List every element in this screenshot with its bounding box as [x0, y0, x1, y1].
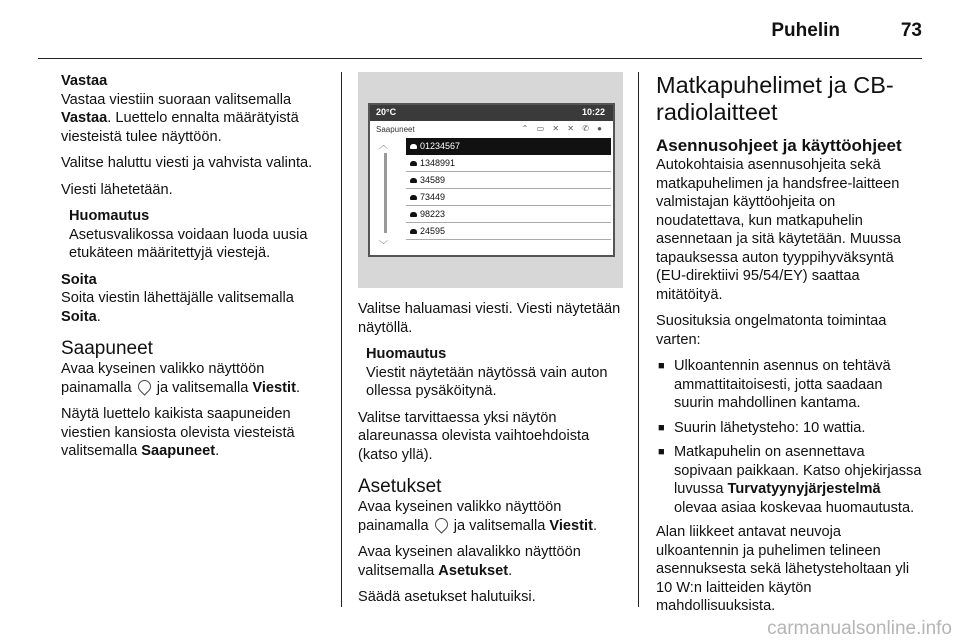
message-icon [410, 178, 417, 183]
inbox-screenshot [358, 72, 623, 288]
list-item-label: 24595 [420, 226, 446, 236]
asetukset-term: Asetukset [438, 562, 509, 579]
message-icon [410, 212, 417, 217]
text: . [295, 379, 301, 396]
note-text: Asetusvalikossa voidaan luoda uusia etukäteen määritettyjä viestejä. [69, 226, 308, 261]
scroll-up-icon: ︿ [379, 140, 389, 150]
list-item-label: 98223 [420, 209, 446, 219]
status-icons: ⌃ ▭ ✕ ✕ ✆ ● [521, 124, 605, 133]
asetukset-paragraph [358, 498, 626, 535]
list-item-label: 01234567 [420, 141, 461, 151]
text: Näytä luettelo kaikista saapuneiden viestien kansiosta olevista viesteistä valitsemalla [61, 406, 295, 459]
list-item-label: 73449 [420, 192, 446, 202]
column-2 [358, 300, 626, 615]
phone-icon [135, 377, 153, 395]
note-title: Huomautus [366, 346, 447, 362]
text: Avaa kyseinen alavalikko näyttöön valitsemalla [358, 544, 581, 579]
list-item[interactable] [406, 155, 611, 172]
viestit-term: Viestit [252, 379, 296, 396]
infotainment-screen [368, 103, 615, 257]
saapuneet-term: Saapuneet [141, 443, 216, 459]
text: Matkapuhelin on asennettava sopivaan paikkaan. Katso ohjekirjassa luvussa [674, 444, 922, 497]
watermark: carmanualsonline.info [767, 618, 952, 639]
text: Avaa kyseinen valikko näyttöön painamalla [61, 361, 265, 396]
soita-heading: Soita [61, 271, 97, 288]
paragraph-2: Suosituksia ongelmatonta toimintaa varten: [656, 313, 887, 348]
vastaa-heading: Vastaa [61, 73, 108, 89]
list-item-label: 34589 [420, 175, 446, 185]
message-icon [410, 144, 417, 149]
page-title: Puhelin [771, 20, 840, 41]
asetukset-heading: Asetukset [358, 476, 442, 497]
text: . [215, 443, 220, 459]
text: . [592, 517, 598, 534]
scrollbar [384, 153, 387, 233]
select-paragraph: Valitse haluttu viesti ja vahvista valinta. [61, 155, 313, 171]
vastaa-paragraph [61, 91, 329, 147]
text: ja valitsemalla [152, 379, 253, 396]
recommendation-list [656, 357, 924, 517]
page-number: 73 [900, 20, 922, 41]
vastaa-term: Vastaa [61, 110, 108, 126]
options-paragraph: Valitse tarvittaessa yksi näytön alareunassa olevista vaihtoehdoista (katso yllä). [358, 409, 590, 463]
clock-readout: 10:22 [581, 107, 605, 117]
list-item[interactable] [406, 189, 611, 206]
saapuneet-heading: Saapuneet [61, 338, 153, 359]
airbag-term: Turvatyynyjärjestelmä [727, 481, 881, 497]
paragraph-1: Autokohtaisia asennusohjeita sekä matkapuhelimen ja handsfree-laitteen valmistajan käyttöohjeita on noudatettava, kun matkapuhelin asennetaan ja sitä käytetään. Muussa tapauksessa auton tyyppihyväksyntä (EU-direktiivi 95/54/EY) saattaa mitätöityä. [656, 157, 902, 303]
text: olevaa asiaa koskevaa huomautusta. [674, 499, 915, 516]
list-item[interactable] [406, 138, 611, 155]
text: Soita viestin lähettäjälle valitsemalla [61, 290, 294, 306]
page-header [0, 0, 960, 62]
column-3 [656, 72, 924, 624]
column-divider-2 [638, 72, 639, 607]
screen-title: Saapuneet [376, 125, 415, 134]
sent-paragraph: Viesti lähetetään. [61, 181, 173, 198]
show-paragraph [61, 405, 329, 461]
note-box [61, 207, 329, 263]
text: . [508, 562, 513, 579]
section-heading: Matkapuhelimet ja CB-radiolaitteet [656, 72, 894, 125]
list-item[interactable] [406, 206, 611, 223]
note-title: Huomautus [69, 208, 150, 224]
list-item[interactable] [406, 223, 611, 240]
text: . Luettelo ennalta määrätyistä viesteistä tulee näyttöön. [61, 110, 299, 145]
viestit-term: Viestit [549, 517, 593, 534]
message-icon [410, 229, 417, 234]
scroll-down-icon: ﹀ [379, 240, 389, 250]
note-text: Viestit näytetään näytössä vain auton ollessa pysäköitynä. [366, 364, 608, 399]
list-item: ■ Suurin lähetysteho: 10 wattia. [656, 419, 924, 438]
phone-icon [432, 515, 450, 533]
list-item[interactable] [406, 172, 611, 189]
temperature-readout: 20°C [376, 107, 397, 117]
list-item: ■ Ulkoantennin asennus on tehtävä ammattitaitoisesti, jotta saadaan suurin mahdollinen kantama. [656, 357, 924, 413]
screen-status-bar [370, 105, 613, 121]
note-box [358, 345, 626, 401]
paragraph-3: Alan liikkeet antavat neuvoja ulkoantennin ja puhelimen telineen asennuksesta sekä lähetysteholtaan yli 10 W:n laitteiden käytön mahdollisuuksista. [656, 524, 910, 614]
list-item-label: 1348991 [420, 158, 456, 168]
caption: Valitse haluamasi viesti. Viesti näytetään näytöllä. [358, 301, 621, 336]
column-divider-1 [341, 72, 342, 607]
saapuneet-paragraph [61, 360, 329, 397]
column-1 [61, 72, 329, 469]
adjust-paragraph: Säädä asetukset halutuiksi. [358, 589, 536, 605]
header-divider [38, 58, 922, 59]
message-list [406, 138, 611, 240]
message-icon [410, 195, 417, 200]
soita-paragraph [61, 289, 329, 326]
text: ja valitsemalla [449, 517, 550, 534]
list-item [656, 443, 924, 517]
submenu-paragraph [358, 543, 626, 580]
text: . [96, 308, 101, 325]
subsection-heading: Asennusohjeet ja käyttöohjeet [656, 136, 902, 155]
text: Vastaa viestiin suoraan valitsemalla [61, 91, 292, 108]
message-icon [410, 161, 417, 166]
text: Avaa kyseinen valikko näyttöön painamalla [358, 499, 562, 534]
soita-term: Soita [61, 308, 97, 325]
